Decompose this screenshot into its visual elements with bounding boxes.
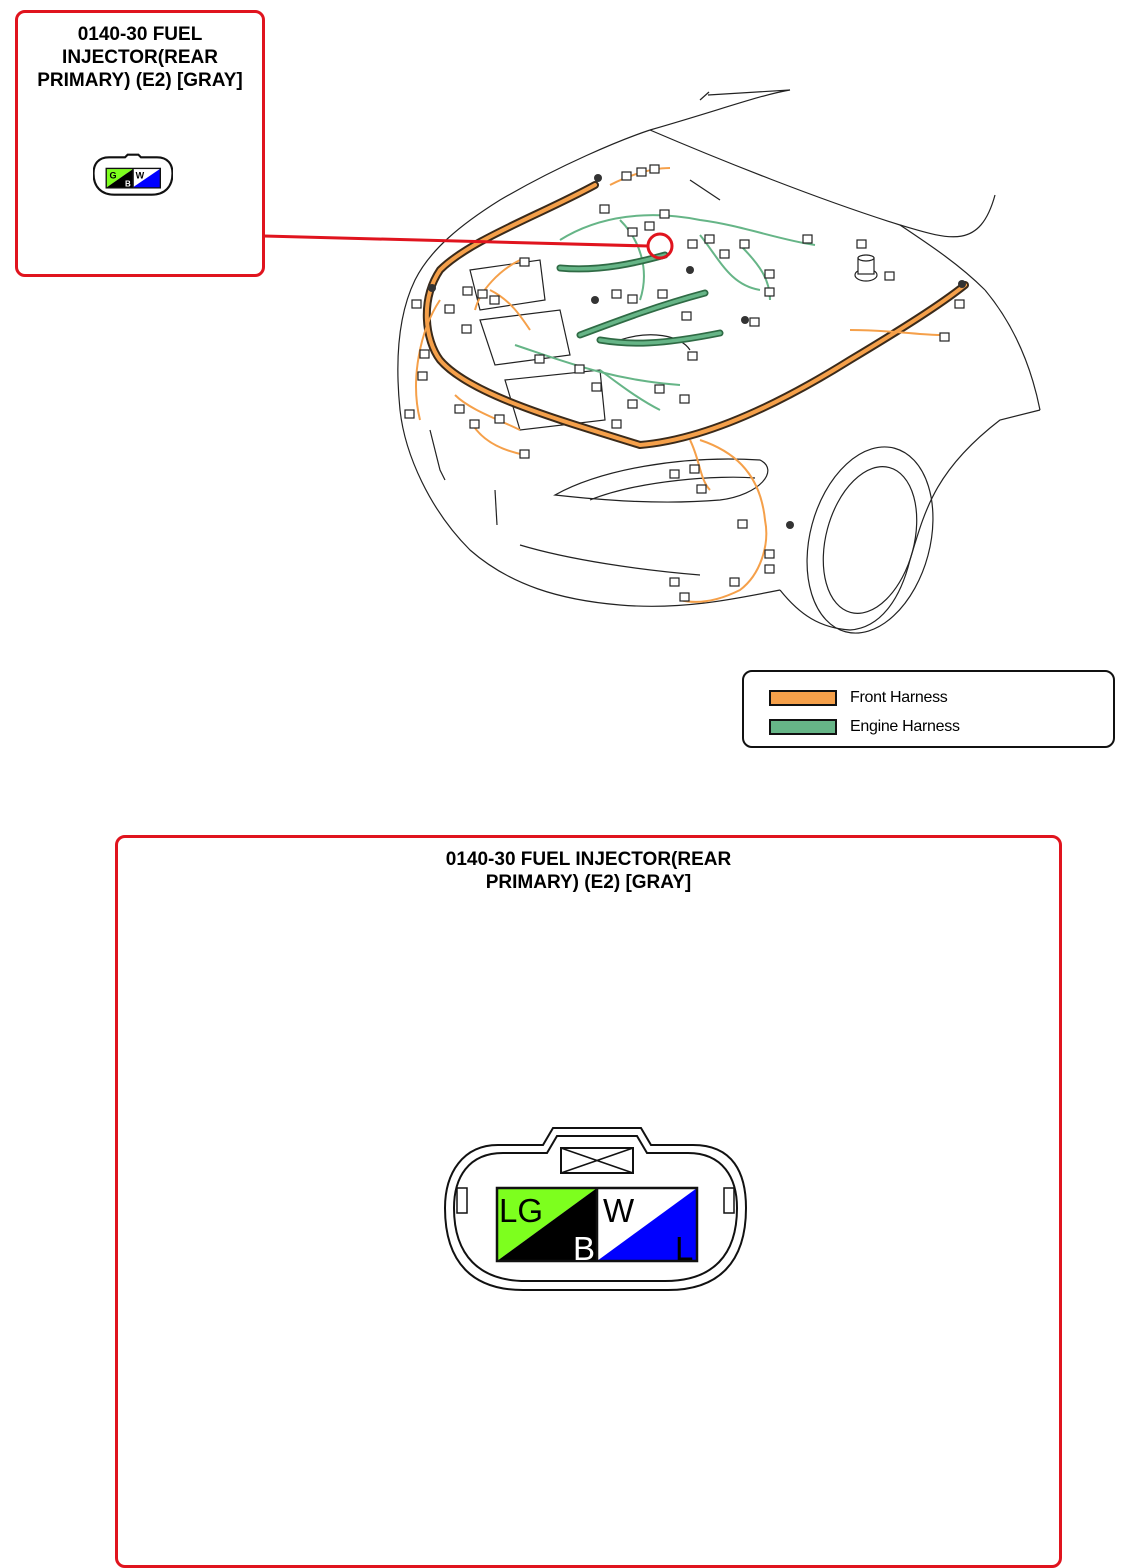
connector-title-large	[118, 848, 1059, 894]
front-harness	[416, 168, 965, 602]
connector-face-large	[443, 1123, 748, 1293]
pin-1-bottom-color: B	[573, 1230, 596, 1267]
legend-label: Engine Harness	[850, 718, 960, 735]
legend-label: Front Harness	[850, 689, 948, 706]
connector-face-small	[93, 148, 173, 200]
front-harness-swatch	[769, 690, 837, 706]
title-line: 0140-30 FUEL	[77, 24, 203, 45]
svg-text:W: W	[135, 170, 145, 181]
connector-callout-large	[115, 835, 1062, 1568]
pin-2-top-color: W	[603, 1192, 635, 1229]
harness-legend	[742, 670, 1115, 748]
callout-leader-line	[264, 236, 648, 246]
pin-1-top-color: LG	[499, 1192, 544, 1229]
legend-item-engine-harness	[769, 717, 960, 737]
reservoir-icon	[855, 255, 877, 281]
title-line: PRIMARY) (E2) [GRAY]	[485, 872, 692, 893]
title-line: 0140-30 FUEL INJECTOR(REAR	[445, 849, 732, 870]
svg-text:G: G	[109, 170, 117, 181]
engine-harness-swatch	[769, 719, 837, 735]
connector-title-small	[18, 23, 262, 92]
legend-item-front-harness	[769, 688, 947, 708]
car-body-outline	[398, 90, 1040, 647]
pin-2-bottom-color: L	[675, 1230, 694, 1267]
connector-callout-small	[15, 10, 265, 277]
harness-connectors	[405, 165, 964, 601]
svg-text:B: B	[125, 179, 131, 189]
title-line: PRIMARY) (E2) [GRAY]	[37, 70, 243, 91]
title-line: INJECTOR(REAR	[62, 47, 218, 68]
